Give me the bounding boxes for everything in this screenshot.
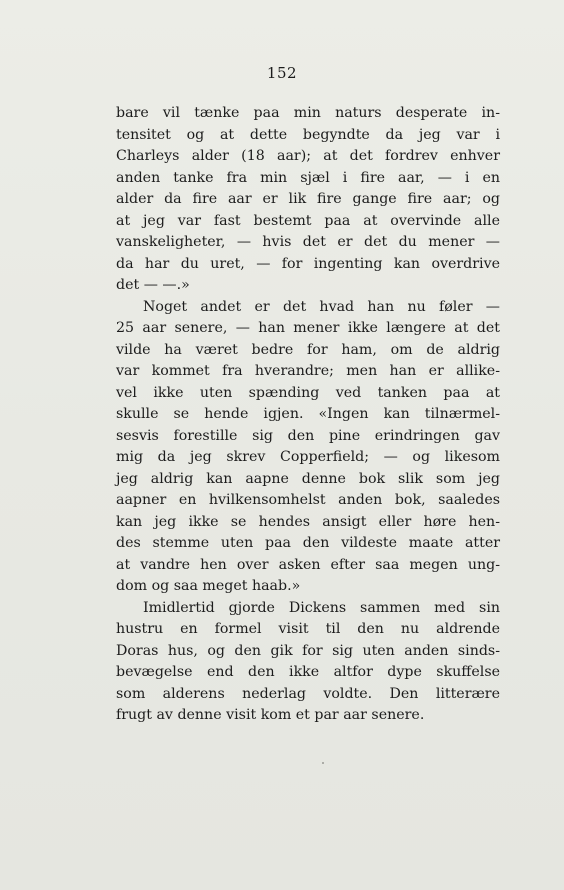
text-line: vel ikke uten spænding ved tanken paa at (116, 384, 500, 401)
text-line: 25 aar senere, — han mener ikke længere at det (116, 320, 500, 336)
text-line: jeg aldrig kan aapne denne bok slik som jeg (116, 470, 500, 487)
text-line: mig da jeg skrev Copperfield; — og likesom (116, 449, 500, 465)
text-line: tensitet og at dette begyndte da jeg var i (116, 126, 500, 143)
text-line: det — —.» (116, 277, 190, 293)
text-line: at vandre hen over asken efter saa megen ung- (116, 556, 500, 573)
text-line: Charleys alder (18 aar); at det fordrev enhver (116, 148, 500, 164)
text-line: kan jeg ikke se hendes ansigt eller høre hen- (116, 513, 500, 530)
text-line: bevægelse end den ikke altfor dype skuffelse (116, 664, 500, 680)
text-line: Doras hus, og den gik for sig uten anden sinds- (116, 642, 500, 659)
text-line: skulle se hende igjen. «Ingen kan tilnærmel- (116, 406, 500, 422)
text-line: da har du uret, — for ingenting kan overdrive (116, 255, 500, 272)
text-line: anden tanke fra min sjæl i fire aar, — i en (116, 169, 500, 186)
text-line: bare vil tænke paa min naturs desperate in- (116, 105, 500, 121)
text-line: alder da fire aar er lik fire gange fire aar; og (116, 191, 500, 207)
text-line: aapner en hvilkensomhelst anden bok, saaledes (116, 492, 500, 508)
text-line: som alderens nederlag voldte. Den litterære (116, 685, 500, 702)
text-line: sesvis forestille sig den pine erindringen gav (116, 427, 500, 444)
text-line: Noget andet er det hvad han nu føler — (143, 298, 500, 315)
text-line: Imidlertid gjorde Dickens sammen med sin (143, 599, 500, 616)
text-line: var kommet fra hverandre; men han er allike- (116, 363, 500, 379)
text-line: vilde ha været bedre for ham, om de aldrig (116, 341, 500, 358)
paper-speck (322, 762, 324, 764)
page-number: 152 (266, 64, 298, 82)
body-text (116, 103, 500, 727)
text-line: at jeg var fast bestemt paa at overvinde alle (116, 212, 500, 229)
text-line: dom og saa meget haab.» (116, 578, 301, 594)
text-line: vanskeligheter, — hvis det er det du mener — (116, 234, 500, 250)
text-line: frugt av denne visit kom et par aar senere. (116, 707, 425, 723)
text-line: des stemme uten paa den vildeste maate atter (116, 535, 500, 551)
text-line: hustru en formel visit til den nu aldrende (116, 621, 500, 637)
